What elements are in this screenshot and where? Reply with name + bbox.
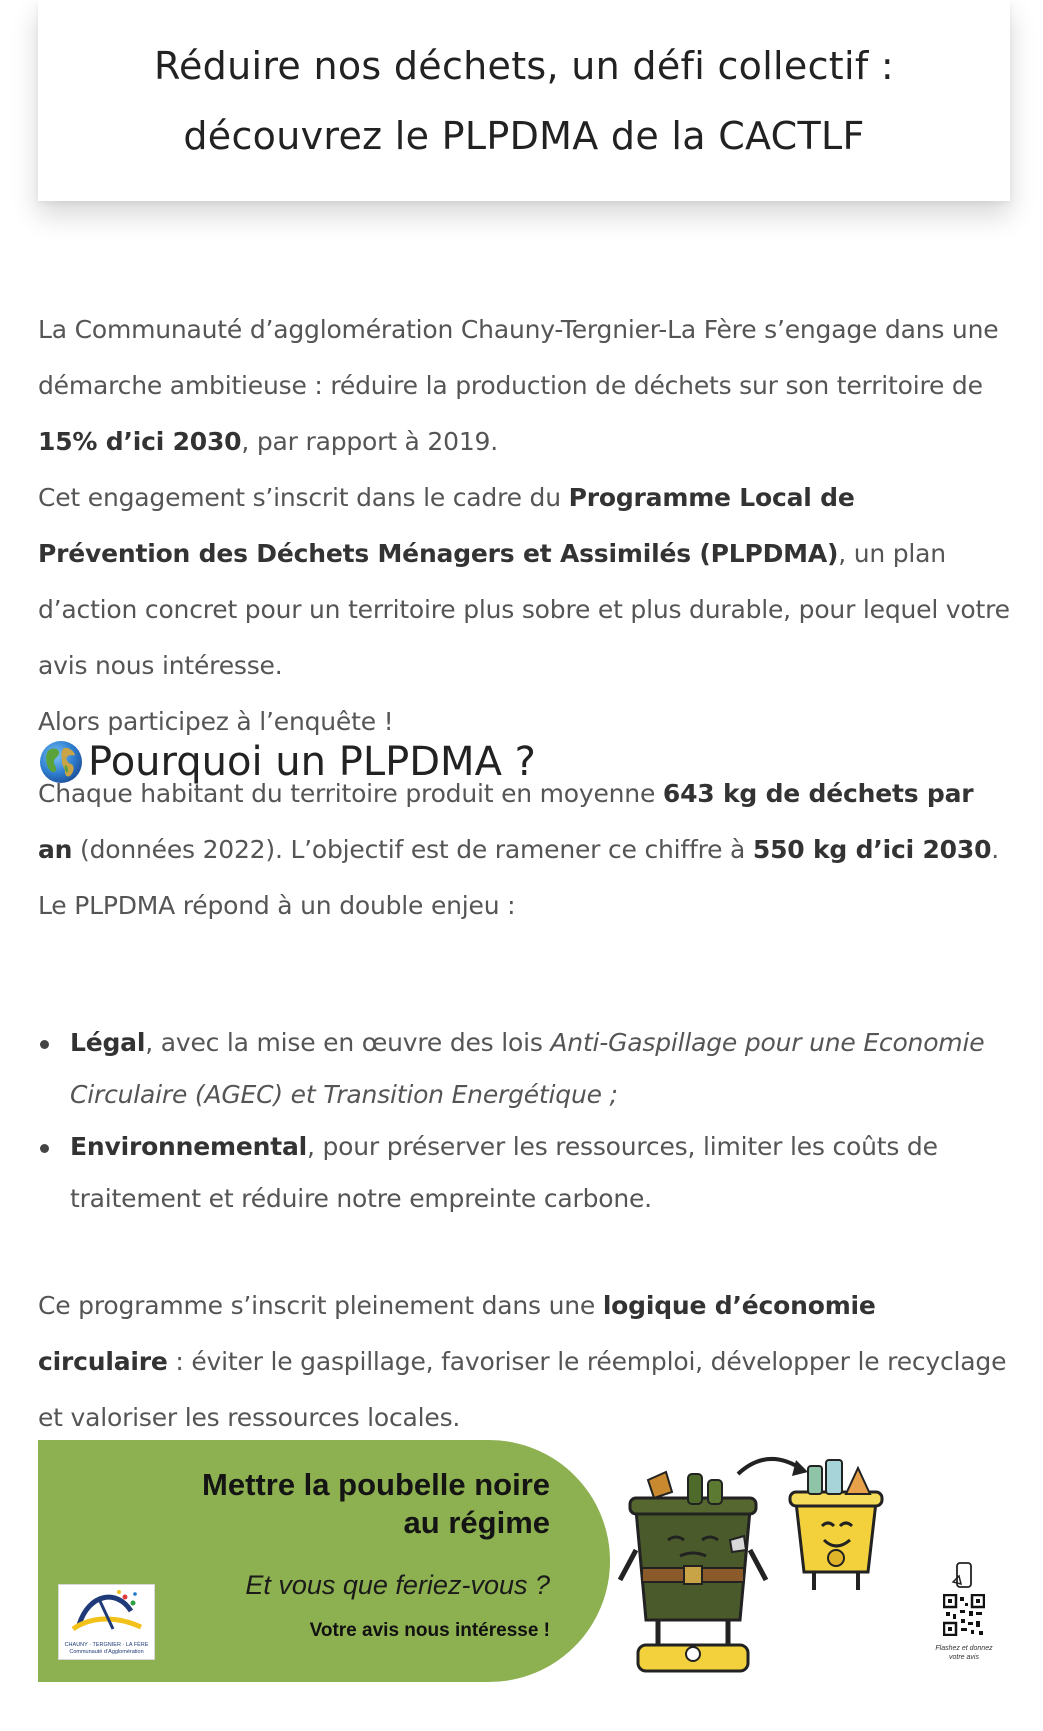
list-item-text: , avec la mise en œuvre des lois	[145, 1028, 551, 1057]
bins-illustration	[618, 1440, 918, 1682]
qr-code-block[interactable]	[931, 1560, 997, 1662]
intro-text: Cet engagement s’inscrit dans le cadre du	[38, 483, 569, 512]
plpdma-name-highlight: Programme Local de Prévention des Déchets Ménagers et Assimilés (PLPDMA)	[38, 483, 855, 568]
banner-cta: Votre avis nous intéresse !	[309, 1620, 550, 1641]
survey-banner[interactable]	[38, 1440, 1010, 1682]
stakes-list	[38, 1017, 1010, 1225]
intro-paragraph-1	[38, 302, 1010, 470]
page-title-line-2: découvrez le PLPDMA de la CACTLF	[183, 113, 865, 158]
section-heading-text: Pourquoi un PLPDMA ?	[88, 739, 536, 785]
qr-caption-line-1: Flashez et donnez	[935, 1645, 993, 1652]
logo-graphic	[59, 1585, 154, 1643]
qr-code-icon[interactable]	[943, 1594, 985, 1636]
section-text: Ce programme s’inscrit pleinement dans une	[38, 1291, 603, 1320]
intro-section	[38, 302, 1010, 750]
section-text: .	[991, 835, 1000, 864]
intro-text: , par rapport à 2019.	[241, 427, 498, 456]
qr-caption-line-2: votre avis	[949, 1654, 979, 1661]
intro-target-highlight: 15% d’ici 2030	[38, 427, 242, 456]
section-paragraph-2: Le PLPDMA répond à un double enjeu :	[38, 891, 516, 920]
waste-goal-highlight: 550 kg d’ici 2030	[752, 835, 992, 864]
phone-scan-icon	[949, 1560, 979, 1590]
banner-green-panel	[38, 1440, 610, 1682]
banner-subtitle: Et vous que feriez-vous ?	[245, 1570, 550, 1600]
agglomeration-logo	[58, 1584, 155, 1660]
section-text: : éviter le gaspillage, favoriser le réemploi, développer le recyclage et valoriser les ressources locales.	[38, 1347, 1007, 1432]
banner-title-line-2: au régime	[403, 1505, 550, 1540]
list-item-text: , pour préserver les ressources, limiter les coûts de traitement et réduire notre empreinte carbone.	[70, 1132, 938, 1213]
law-names: Anti-Gaspillage pour une Economie Circulaire (AGEC) et Transition Energétique ;	[70, 1028, 985, 1109]
intro-paragraph-2	[38, 470, 1010, 694]
title-card	[38, 0, 1010, 201]
intro-text: , un plan d’action concret pour un territoire plus sobre et plus durable, pour lequel votre avis nous intéresse.	[38, 539, 1010, 680]
logo-caption-line-1: CHAUNY · TERGNIER · LA FÈRE	[64, 1642, 149, 1648]
section-text: Chaque habitant du territoire produit en moyenne	[38, 779, 663, 808]
list-item-title: Environnemental	[70, 1132, 307, 1161]
circular-economy-section	[38, 1278, 1010, 1446]
intro-text: La Communauté d’agglomération Chauny-Tergnier-La Fère s’engage dans une démarche ambitieuse : réduire la production de déchets sur son territoire de	[38, 315, 999, 400]
intro-paragraph-3: Alors participez à l’enquête !	[38, 707, 394, 736]
section-paragraph-3	[38, 1278, 1010, 1446]
page-title-line-1: Réduire nos déchets, un défi collectif :	[153, 43, 894, 88]
section-paragraph-1	[38, 766, 1010, 878]
logo-caption-line-2: Communauté d’Agglomération	[69, 1649, 144, 1655]
list-item-title: Légal	[70, 1028, 146, 1057]
banner-title	[202, 1466, 550, 1542]
section-text: (données 2022). L’objectif est de ramener ce chiffre à	[72, 835, 753, 864]
qr-caption	[931, 1644, 997, 1662]
circular-economy-highlight: logique d’économie circulaire	[38, 1291, 876, 1376]
logo-caption	[59, 1642, 154, 1656]
waste-per-year-highlight: 643 kg de déchets par an	[38, 779, 974, 864]
section-body	[38, 766, 1010, 934]
list-item	[38, 1121, 1010, 1225]
banner-title-line-1: Mettre la poubelle noire	[202, 1467, 550, 1502]
list-item	[38, 1017, 1010, 1121]
